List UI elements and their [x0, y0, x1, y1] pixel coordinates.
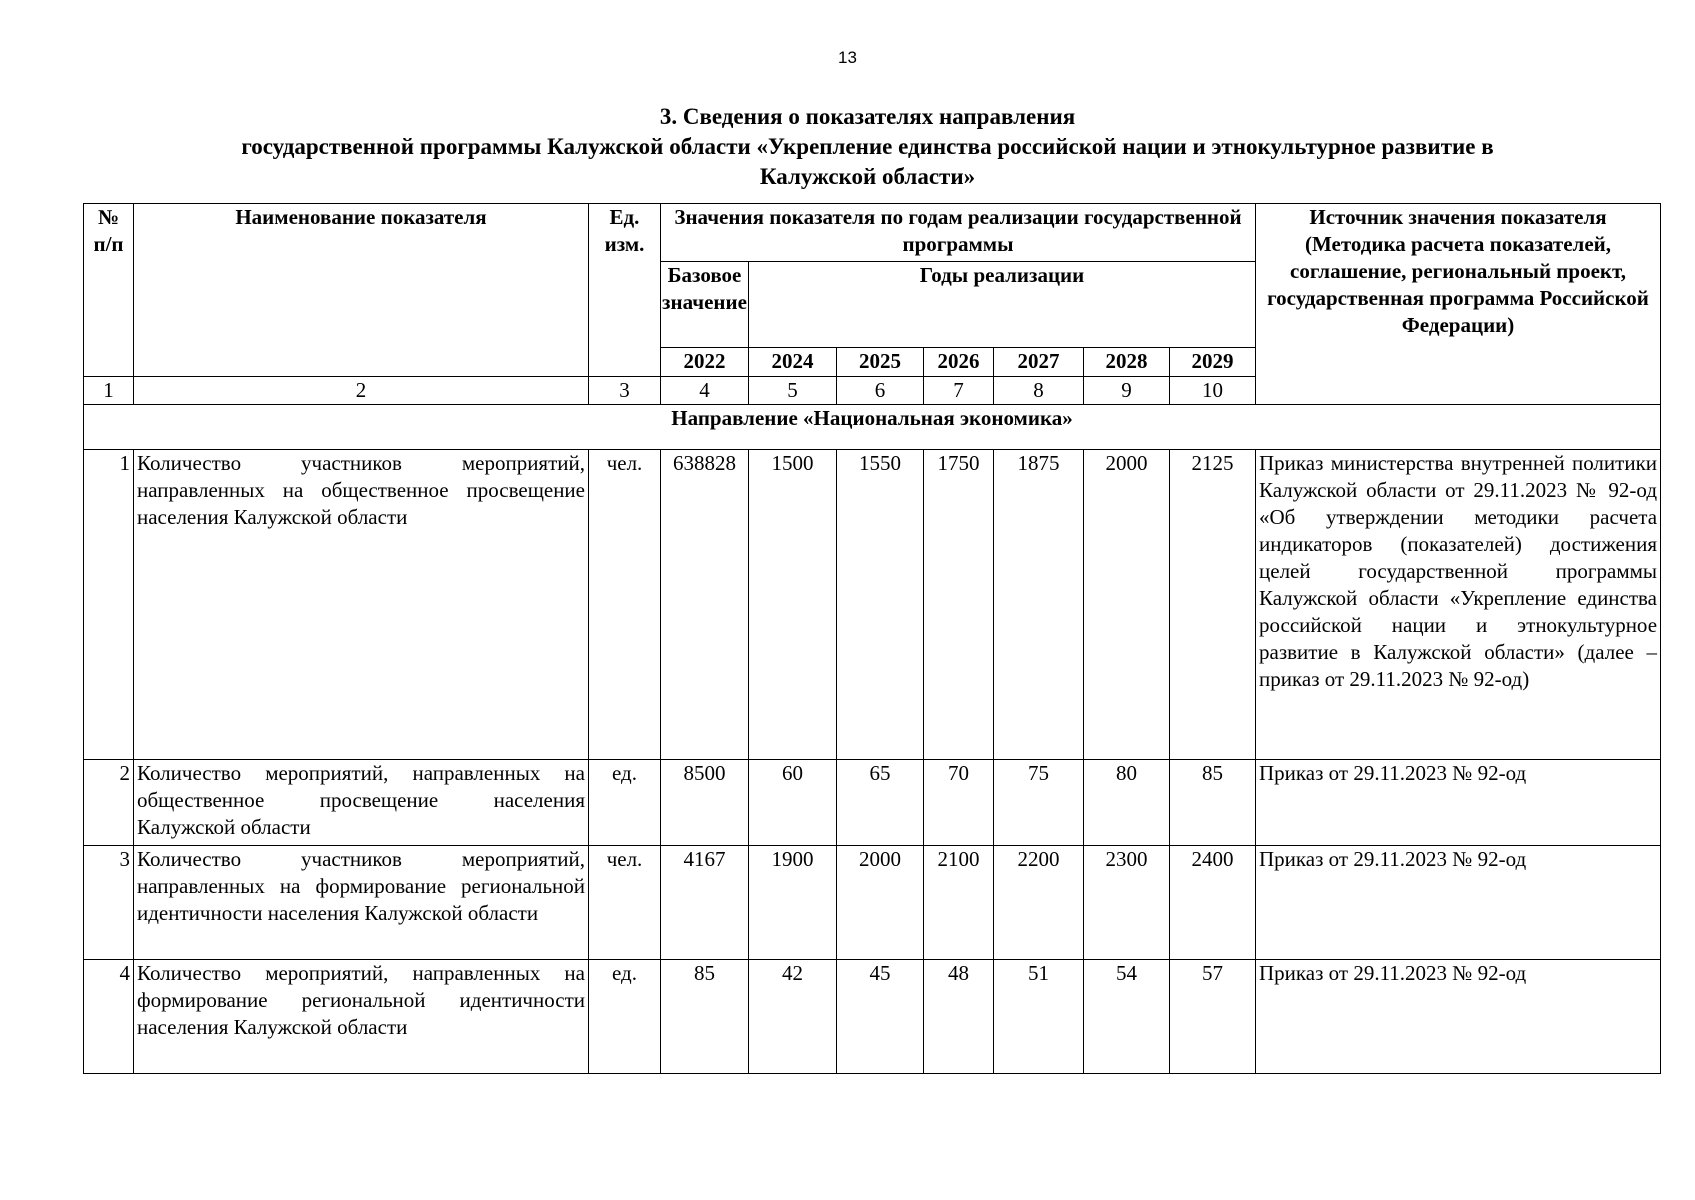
row-value: 8500 [661, 760, 749, 846]
row-value: 85 [661, 960, 749, 1074]
row-value: 70 [924, 760, 994, 846]
document-title [80, 102, 1655, 192]
row-value: 51 [994, 960, 1084, 1074]
header-num: № п/п [84, 204, 134, 377]
column-number: 4 [661, 377, 749, 405]
row-value: 2200 [994, 846, 1084, 960]
table-row [84, 846, 1661, 960]
header-base-value: Базовое значение [661, 262, 749, 348]
row-source: Приказ министерства внутренней политики Калужской области от 29.11.2023 № 92-од «Об утверждении методики расчета индикаторов (показателей) достижения целей государственной программы Калужской области «Укрепление единства российской нации и этнокультурное развитие в Калужской области» (далее – приказ от 29.11.2023 № 92-од) [1256, 450, 1661, 760]
row-value: 2000 [837, 846, 924, 960]
row-name: Количество мероприятий, направленных на формирование региональной идентичности населения Калужской области [134, 960, 589, 1074]
year-cell: 2029 [1170, 348, 1256, 377]
header-years-group: Годы реализации [749, 262, 1256, 348]
row-value: 45 [837, 960, 924, 1074]
row-unit: чел. [589, 450, 661, 760]
section-row [84, 405, 1661, 450]
row-unit: ед. [589, 960, 661, 1074]
page-number: 13 [838, 48, 857, 67]
year-cell: 2028 [1084, 348, 1170, 377]
row-value: 48 [924, 960, 994, 1074]
row-value: 65 [837, 760, 924, 846]
row-name: Количество участников мероприятий, направленных на общественное просвещение населения Калужской области [134, 450, 589, 760]
section-title: Направление «Национальная экономика» [84, 405, 1661, 450]
row-num: 2 [84, 760, 134, 846]
row-source: Приказ от 29.11.2023 № 92-од [1256, 760, 1661, 846]
header-unit: Ед. изм. [589, 204, 661, 377]
row-value: 1750 [924, 450, 994, 760]
row-value: 2100 [924, 846, 994, 960]
row-value: 1500 [749, 450, 837, 760]
year-cell: 2026 [924, 348, 994, 377]
year-cell: 2027 [994, 348, 1084, 377]
column-number: 6 [837, 377, 924, 405]
row-name: Количество участников мероприятий, направленных на формирование региональной идентичности населения Калужской области [134, 846, 589, 960]
row-value: 57 [1170, 960, 1256, 1074]
row-value: 75 [994, 760, 1084, 846]
row-source: Приказ от 29.11.2023 № 92-од [1256, 846, 1661, 960]
year-cell: 2024 [749, 348, 837, 377]
column-number: 1 [84, 377, 134, 405]
indicators-table [83, 203, 1661, 1074]
title-line-2: государственной программы Калужской области «Укрепление единства российской нации и этнокультурное развитие в [241, 134, 1494, 159]
row-value: 2000 [1084, 450, 1170, 760]
row-value: 80 [1084, 760, 1170, 846]
year-cell: 2025 [837, 348, 924, 377]
row-source: Приказ от 29.11.2023 № 92-од [1256, 960, 1661, 1074]
row-value: 2125 [1170, 450, 1256, 760]
row-name: Количество мероприятий, направленных на общественное просвещение населения Калужской области [134, 760, 589, 846]
row-value: 1875 [994, 450, 1084, 760]
table-row [84, 760, 1661, 846]
table-row [84, 450, 1661, 760]
row-unit: ед. [589, 760, 661, 846]
year-base: 2022 [661, 348, 749, 377]
row-value: 2300 [1084, 846, 1170, 960]
row-value: 42 [749, 960, 837, 1074]
row-value: 54 [1084, 960, 1170, 1074]
column-number: 7 [924, 377, 994, 405]
column-number: 2 [134, 377, 589, 405]
header-values-group: Значения показателя по годам реализации государственной программы [661, 204, 1256, 262]
header-source: Источник значения показателя (Методика расчета показателей, соглашение, региональный проект, государственная программа Российской Федерации) [1256, 204, 1661, 405]
row-num: 4 [84, 960, 134, 1074]
column-number: 10 [1170, 377, 1256, 405]
column-number: 5 [749, 377, 837, 405]
row-unit: чел. [589, 846, 661, 960]
row-value: 638828 [661, 450, 749, 760]
header-row-1 [84, 204, 1661, 262]
row-value: 60 [749, 760, 837, 846]
column-number: 3 [589, 377, 661, 405]
column-number: 8 [994, 377, 1084, 405]
title-line-3: Калужской области» [759, 164, 976, 189]
row-value: 1550 [837, 450, 924, 760]
table-row [84, 960, 1661, 1074]
row-value: 1900 [749, 846, 837, 960]
header-name: Наименование показателя [134, 204, 589, 377]
row-value: 4167 [661, 846, 749, 960]
row-value: 85 [1170, 760, 1256, 846]
row-num: 3 [84, 846, 134, 960]
row-value: 2400 [1170, 846, 1256, 960]
title-line-1: 3. Сведения о показателях направления [659, 104, 1076, 129]
row-num: 1 [84, 450, 134, 760]
column-number: 9 [1084, 377, 1170, 405]
